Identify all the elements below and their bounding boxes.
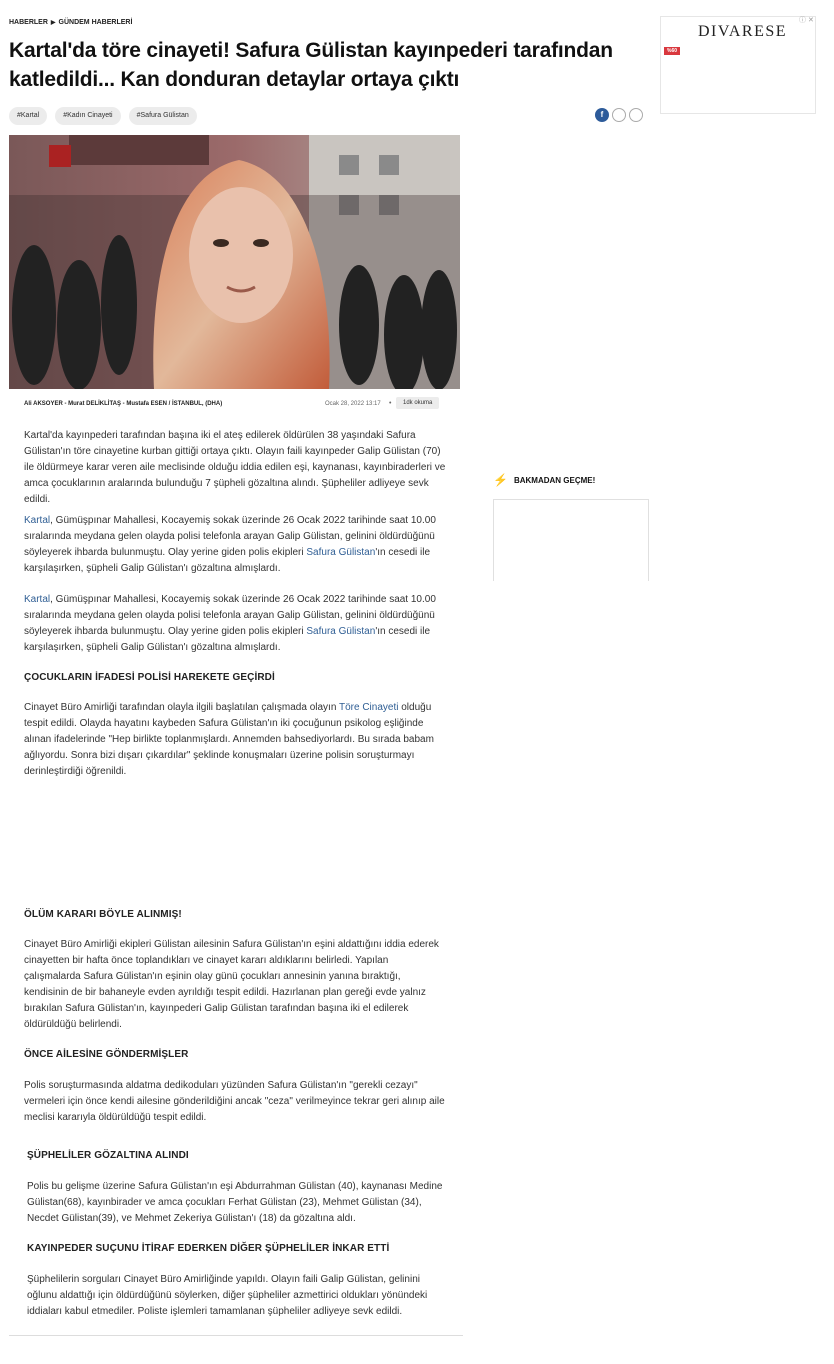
link-safura-gulistan[interactable]: Safura Gülistan	[306, 547, 376, 558]
facebook-share-icon[interactable]: f	[595, 108, 609, 122]
article-paragraph-8: Şüphelilerin sorguları Cinayet Büro Amirliğinde yapıldı. Olayın faili Galip Gülistan, gelinini oğlunu aldattığı için öldürdüğünü söylerken, diğer şüpheliler azmettirici oldukları yönündeki iddiaları kabul etmediler. Poliste işlemleri tamamlanan şüpheliler adliyeye sevk edildi.	[27, 1274, 428, 1317]
paragraph-2-text-b: 'ın cesedi ile karşılaşırken, şüpheli Galip Gülistan'ı gözaltına almışlardı.	[24, 547, 431, 574]
sidebar-widget-box	[493, 499, 649, 581]
tag-safura-gulistan[interactable]: #Safura Gülistan	[129, 107, 197, 125]
article-paragraph-6: Polis soruşturmasında aldatma dedikoduları yüzünden Safura Gülistan'ın "gerekli cezayı" vermeleri için önce kendi ailesine gönderildiğini ancak "ceza" verilmeyince tekrar geri alınıp aile meclisi kararıyla öldürüldüğü tespit edildi.	[24, 1080, 445, 1123]
article-paragraph-7: Polis bu gelişme üzerine Safura Gülistan'ın eşi Abdurrahman Gülistan (40), kaynanası Medine Gülistan(68), kayınbirader ve amca çocukları Ferhat Gülistan (23), Mehmet Gülistan (34), Necdet Gülistan(39), ve Mehmet Zekeriya Gülistan'ı (18) da gözaltına aldı.	[27, 1181, 443, 1224]
paragraph-3-text-b: 'ın cesedi ile karşılaşırken, şüpheli Galip Gülistan'ı gözaltına almışlardı.	[24, 626, 431, 653]
article-paragraph-4	[24, 700, 446, 780]
share-buttons	[595, 108, 643, 122]
article-paragraph-5: Cinayet Büro Amirliği ekipleri Gülistan ailesinin Safura Gülistan'ın eşini aldattığını iddia ederek cinayetten bir hafta önce toplandıkları ve cinayet kararı aldıklarını belirledi. Yapılan çalışmalarda Safura Gülistan'ın eşinin olay günü çocukları annesinin yanına bıraktığı, kendisinin de bir bahaneyle evden ayrıldığı tespit edildi. Hazırlanan plan gereği evde yalnız bırakılan Safura Gülistan'ın, kayınpederi Galip Gülistan tarafından başına iki el edilerek öldürüldüğü belirlendi.	[24, 939, 439, 1030]
subheading-kayinpeder-itiraf: KAYINPEDER SUÇUNU İTİRAF EDERKEN DİĞER ŞÜPHELİLER İNKAR ETTİ	[27, 1243, 390, 1254]
link-tore-cinayeti[interactable]: Töre Cinayeti	[338, 702, 399, 713]
breadcrumb-arrow-icon: ▶	[50, 20, 56, 26]
subheading-cocuklarin-ifadesi: ÇOCUKLARIN İFADESİ POLİSİ HAREKETE GEÇİRDİ	[24, 672, 275, 683]
article-paragraph-3	[24, 592, 446, 656]
sidebar-bakmadan-gecme	[493, 473, 595, 487]
bottom-divider	[9, 1335, 463, 1336]
sidebar-title: BAKMADAN GEÇME!	[513, 475, 596, 485]
read-time-badge: 1dk okuma	[396, 397, 439, 409]
breadcrumb	[9, 19, 132, 26]
publish-date: Ocak 28, 2022 13:17	[325, 401, 381, 407]
tag-list	[9, 107, 197, 125]
paragraph-2-text-a: , Gümüşpınar Mahallesi, Kocayemiş sokak üzerinde 26 Ocak 2022 tarihinde saat 10.00 sıralarında meydana gelen olayda polisi telefonla arayan Galip Gülistan, gelinini öldürdüğünü söyleyerek ihbarda bulunmuştu. Olay yerine giden polis ekipleri	[24, 515, 436, 558]
article-paragraph-1: Kartal'da kayınpederi tarafından başına iki el ateş edilerek öldürülen 38 yaşındaki Safura Gülistan'ın töre cinayetine kurban gittiği ortaya çıktı. Olayın faili kayınpeder Galip Gülistan (70) ile öldürmeye karar veren aile meclisinde olduğu iddia edilen eşi, kaynanası, kayınbiraderleri ve amca çocuklarının aralarında bulunduğu 7 şüpheli gözaltına alındı. Şüpheliler adliyeye sevk edildi.	[24, 430, 446, 505]
page-title: Kartal'da töre cinayeti! Safura Gülistan kayınpederi tarafından katledildi... Kan donduran detaylar ortaya çıktı	[9, 39, 613, 91]
separator-dot: •	[389, 400, 392, 407]
breadcrumb-gundem[interactable]: GÜNDEM HABERLERİ	[58, 19, 133, 26]
paragraph-4-text-a: Cinayet Büro Amirliği tarafından olayla ilgili başlatılan çalışmada olayın	[24, 702, 339, 713]
whatsapp-share-icon[interactable]	[629, 108, 643, 122]
subheading-once-ailesine: ÖNCE AİLESİNE GÖNDERMİŞLER	[24, 1049, 189, 1060]
ad-logo[interactable]: DIVARESE	[698, 23, 788, 40]
article-paragraph-2	[24, 513, 446, 577]
lightning-icon: ⚡	[493, 473, 508, 487]
paragraph-3-text-a: , Gümüşpınar Mahallesi, Kocayemiş sokak üzerinde 26 Ocak 2022 tarihinde saat 10.00 sıralarında meydana gelen olayda polisi telefonla arayan Galip Gülistan, gelinini öldürdüğünü söyleyerek ihbarda bulunmuştu. Olay yerine giden polis ekipleri	[24, 594, 436, 637]
ad-info-close-icon[interactable]: ⓘ ✕	[799, 17, 814, 24]
hero-image	[9, 135, 460, 389]
breadcrumb-haberler[interactable]: HABERLER	[9, 19, 48, 26]
byline: Ali AKSOYER - Murat DELİKLİTAŞ - Mustafa ESEN / İSTANBUL, (DHA)	[24, 401, 223, 407]
subheading-olum-karari: ÖLÜM KARARI BÖYLE ALINMIŞ!	[24, 909, 182, 920]
twitter-share-icon[interactable]	[612, 108, 626, 122]
link-kartal[interactable]: Kartal	[24, 515, 51, 526]
link-safura-gulistan-2[interactable]: Safura Gülistan	[306, 626, 376, 637]
paragraph-4-text-b: olduğu tespit edildi. Olayda hayatını kaybeden Safura Gülistan'ın iki çocuğunun psikolog eşliğinde alınan ifadelerinde "Hep birlikte toplanmışlardı. Annemden bahsediyorlardı. Bu sırada babam ağlıyordu. Sonra bizi dışarı çıkardılar" şeklinde konuşmaları üzerine polisin soruşturmayı derinleştirdiği öğrenildi.	[24, 702, 434, 777]
tag-kadin-cinayeti[interactable]: #Kadın Cinayeti	[55, 107, 120, 125]
tag-kartal[interactable]: #Kartal	[9, 107, 47, 125]
subheading-supheliler-gozaltina: ŞÜPHELİLER GÖZALTINA ALINDI	[27, 1150, 189, 1161]
hero-photo-illustration	[9, 135, 460, 389]
ad-discount-badge: %60	[664, 47, 680, 55]
link-kartal-2[interactable]: Kartal	[24, 594, 51, 605]
